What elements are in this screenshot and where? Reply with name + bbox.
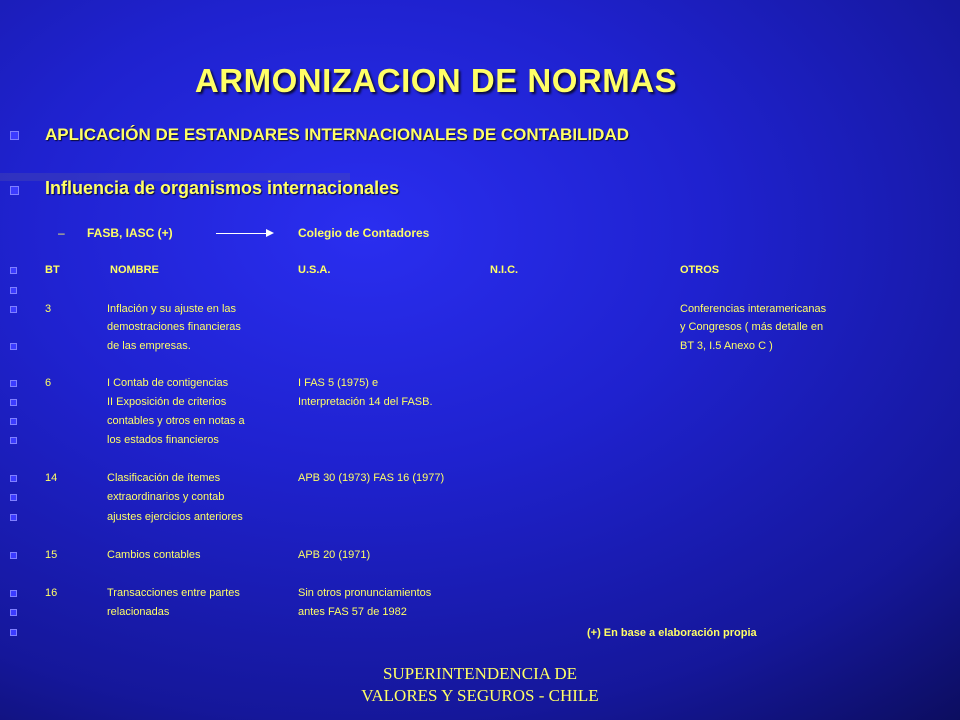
bullet-icon xyxy=(10,380,17,387)
bullet-icon xyxy=(10,399,17,406)
row-14-nombre-line: ajustes ejercicios anteriores xyxy=(107,511,243,523)
row-6-usa-line: I FAS 5 (1975) e xyxy=(298,377,379,389)
row-bt-14: 14 xyxy=(45,472,58,484)
row-6-nombre-line: II Exposición de criterios xyxy=(107,396,227,408)
column-header-nombre: NOMBRE xyxy=(110,264,159,276)
row-3-nombre-line: Inflación y su ajuste en las xyxy=(107,303,237,315)
bullet-icon xyxy=(10,552,17,559)
footer-line-1: SUPERINTENDENCIA DE xyxy=(382,664,578,683)
bullet-icon xyxy=(10,343,17,350)
row-3-nombre-line: de las empresas. xyxy=(107,340,191,352)
heading-aplicacion: APLICACIÓN DE ESTANDARES INTERNACIONALES DE CONTABILIDAD xyxy=(45,125,629,144)
row-6-nombre-line: contables y otros en notas a xyxy=(107,415,245,427)
row-15-usa-line: APB 20 (1971) xyxy=(298,549,371,561)
bullet-icon xyxy=(10,590,17,597)
row-14-nombre-line: Clasificación de ítemes xyxy=(107,472,221,484)
slide-title: ARMONIZACION DE NORMAS xyxy=(194,62,678,99)
row-bt-16: 16 xyxy=(45,587,58,599)
row-16-usa-line: antes FAS 57 de 1982 xyxy=(298,606,407,618)
row-3-nombre-line: demostraciones financieras xyxy=(107,321,241,333)
footer-line-2: VALORES Y SEGUROS - CHILE xyxy=(361,686,599,705)
row-16-usa-line: Sin otros pronunciamientos xyxy=(298,587,432,599)
bullet-icon xyxy=(10,437,17,444)
row-bt-6: 6 xyxy=(45,377,52,389)
bullet-icon xyxy=(10,186,19,195)
row-3-otros-line: Conferencias interamericanas xyxy=(680,303,827,315)
heading-influencia: Influencia de organismos internacionales xyxy=(45,178,400,198)
arrow-right-icon xyxy=(266,229,274,237)
bullet-icon xyxy=(10,418,17,425)
column-header-otros: OTROS xyxy=(680,264,720,276)
row-6-nombre-line: I Contab de contigencias xyxy=(107,377,229,389)
source-right: Colegio de Contadores xyxy=(298,226,430,240)
row-15-nombre-line: Cambios contables xyxy=(107,549,201,561)
row-14-usa-line: APB 30 (1973) FAS 16 (1977) xyxy=(298,472,445,484)
footnote: (+) En base a elaboración propia xyxy=(587,627,757,639)
row-3-otros-line: BT 3, I.5 Anexo C ) xyxy=(680,340,773,352)
arrow-line xyxy=(216,233,268,234)
row-16-nombre-line: relacionadas xyxy=(107,606,170,618)
row-bt-15: 15 xyxy=(45,549,58,561)
row-14-nombre-line: extraordinarios y contab xyxy=(107,491,225,503)
bullet-icon xyxy=(10,306,17,313)
row-bt-3: 3 xyxy=(45,303,52,315)
row-16-nombre-line: Transacciones entre partes xyxy=(107,587,240,599)
row-3-otros-line: y Congresos ( más detalle en xyxy=(680,321,824,333)
bullet-icon xyxy=(10,629,17,636)
bullet-icon xyxy=(10,267,17,274)
dash-bullet: – xyxy=(58,226,65,240)
bullet-icon xyxy=(10,494,17,501)
row-6-usa-line: Interpretación 14 del FASB. xyxy=(298,396,433,408)
bullet-icon xyxy=(10,475,17,482)
column-header-usa: U.S.A. xyxy=(298,264,331,276)
bullet-icon xyxy=(10,131,19,140)
source-left: FASB, IASC (+) xyxy=(87,226,173,240)
row-6-nombre-line: los estados financieros xyxy=(107,434,219,446)
bullet-icon xyxy=(10,287,17,294)
column-header-nic: N.I.C. xyxy=(490,264,519,276)
bullet-icon xyxy=(10,514,17,521)
bullet-icon xyxy=(10,609,17,616)
column-header-bt: BT xyxy=(45,264,60,276)
